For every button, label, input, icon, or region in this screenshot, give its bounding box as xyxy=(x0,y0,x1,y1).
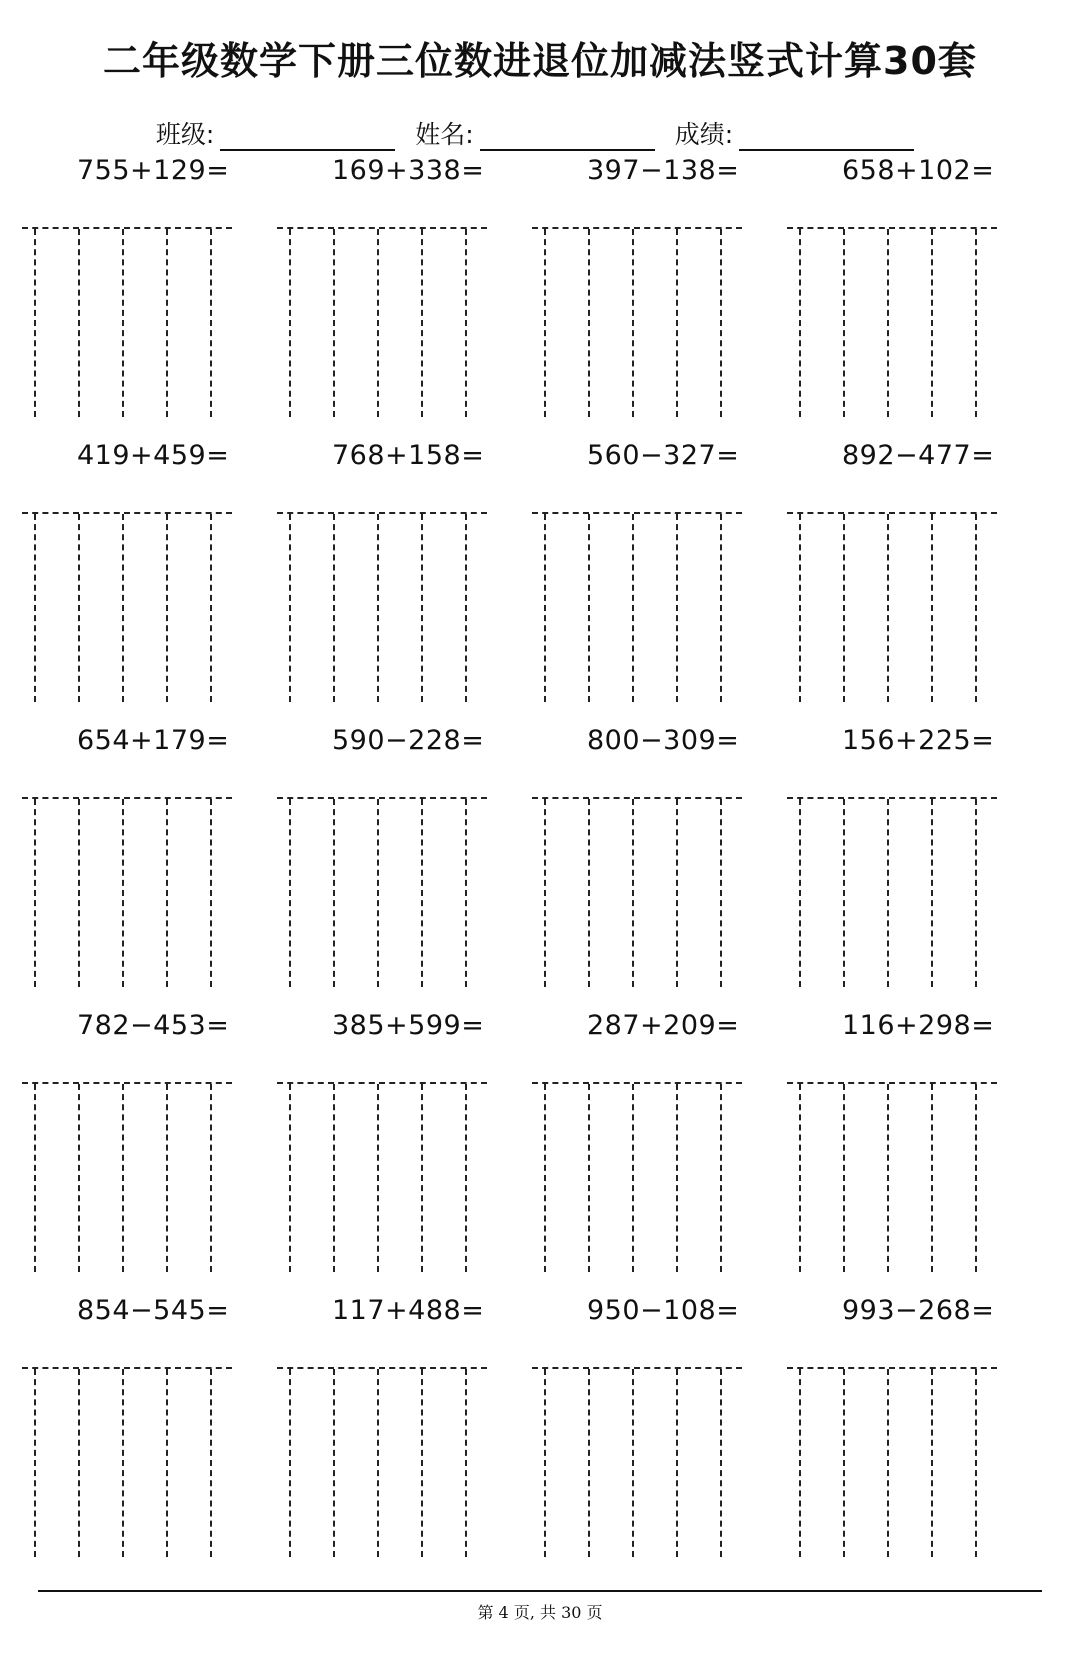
answer-grid[interactable] xyxy=(787,227,997,417)
grid-column-line xyxy=(632,514,634,702)
problem-text: 950−108= xyxy=(587,1295,740,1326)
grid-column-line xyxy=(465,229,467,417)
grid-column-line xyxy=(333,1369,335,1557)
name-blank[interactable] xyxy=(480,125,655,151)
grid-column-line xyxy=(122,1369,124,1557)
grid-column-line xyxy=(843,1369,845,1557)
problem-text: 287+209= xyxy=(587,1010,740,1041)
grid-column-line xyxy=(122,229,124,417)
grid-column-line xyxy=(289,1369,291,1557)
grid-column-line xyxy=(210,1369,212,1557)
grid-column-line xyxy=(166,514,168,702)
grid-column-line xyxy=(588,229,590,417)
grid-column-line xyxy=(588,799,590,987)
grid-column-line xyxy=(465,514,467,702)
answer-grid[interactable] xyxy=(277,1082,487,1272)
answer-grid[interactable] xyxy=(22,1367,232,1557)
grid-column-line xyxy=(887,229,889,417)
problem-text: 397−138= xyxy=(587,155,740,186)
grid-column-line xyxy=(210,1084,212,1272)
grid-top-line xyxy=(22,797,232,799)
grid-column-line xyxy=(843,799,845,987)
grid-column-line xyxy=(632,1369,634,1557)
grid-column-line xyxy=(210,229,212,417)
grid-column-line xyxy=(799,1369,801,1557)
page-footer: 第 4 页, 共 30 页 xyxy=(477,1603,603,1622)
answer-grid[interactable] xyxy=(532,512,742,702)
score-blank[interactable] xyxy=(739,125,914,151)
grid-column-line xyxy=(632,1084,634,1272)
answer-grid[interactable] xyxy=(532,227,742,417)
grid-column-line xyxy=(122,514,124,702)
grid-column-line xyxy=(799,229,801,417)
score-label: 成绩: xyxy=(674,120,734,149)
grid-column-line xyxy=(887,799,889,987)
grid-column-line xyxy=(34,1369,36,1557)
grid-column-line xyxy=(210,799,212,987)
grid-column-line xyxy=(122,799,124,987)
grid-column-line xyxy=(34,514,36,702)
grid-column-line xyxy=(210,514,212,702)
grid-column-line xyxy=(632,799,634,987)
grid-column-line xyxy=(166,229,168,417)
grid-column-line xyxy=(377,229,379,417)
grid-column-line xyxy=(975,1084,977,1272)
grid-top-line xyxy=(22,1367,232,1369)
grid-column-line xyxy=(676,229,678,417)
answer-grid[interactable] xyxy=(532,1082,742,1272)
grid-column-line xyxy=(377,1369,379,1557)
problem-text: 755+129= xyxy=(77,155,230,186)
grid-column-line xyxy=(421,229,423,417)
grid-column-line xyxy=(465,799,467,987)
name-field xyxy=(415,115,654,151)
footer-divider xyxy=(38,1590,1042,1592)
problem-text: 654+179= xyxy=(77,725,230,756)
problem-text: 419+459= xyxy=(77,440,230,471)
answer-grid[interactable] xyxy=(277,1367,487,1557)
grid-column-line xyxy=(544,1369,546,1557)
problem-text: 385+599= xyxy=(332,1010,485,1041)
grid-top-line xyxy=(277,512,487,514)
problem-text: 169+338= xyxy=(332,155,485,186)
grid-column-line xyxy=(333,514,335,702)
problem-text: 768+158= xyxy=(332,440,485,471)
answer-grid[interactable] xyxy=(787,1367,997,1557)
grid-column-line xyxy=(720,514,722,702)
grid-top-line xyxy=(787,512,997,514)
grid-column-line xyxy=(377,1084,379,1272)
grid-column-line xyxy=(166,1084,168,1272)
name-label: 姓名: xyxy=(415,120,474,149)
grid-top-line xyxy=(277,797,487,799)
grid-column-line xyxy=(122,1084,124,1272)
grid-column-line xyxy=(421,799,423,987)
grid-column-line xyxy=(333,799,335,987)
grid-column-line xyxy=(166,799,168,987)
grid-column-line xyxy=(799,514,801,702)
grid-top-line xyxy=(277,1082,487,1084)
problem-text: 658+102= xyxy=(842,155,995,186)
grid-top-line xyxy=(532,227,742,229)
grid-column-line xyxy=(34,799,36,987)
grid-top-line xyxy=(22,512,232,514)
problem-text: 892−477= xyxy=(842,440,995,471)
grid-top-line xyxy=(532,797,742,799)
grid-column-line xyxy=(544,799,546,987)
grid-column-line xyxy=(676,514,678,702)
answer-grid[interactable] xyxy=(22,1082,232,1272)
grid-column-line xyxy=(421,514,423,702)
grid-column-line xyxy=(333,1084,335,1272)
grid-column-line xyxy=(166,1369,168,1557)
class-blank[interactable] xyxy=(220,125,395,151)
grid-column-line xyxy=(975,229,977,417)
problem-text: 117+488= xyxy=(332,1295,485,1326)
grid-top-line xyxy=(22,1082,232,1084)
score-field xyxy=(675,115,914,151)
grid-column-line xyxy=(544,229,546,417)
problem-text: 560−327= xyxy=(587,440,740,471)
grid-column-line xyxy=(676,799,678,987)
class-label: 班级: xyxy=(155,120,215,149)
problem-text: 590−228= xyxy=(332,725,485,756)
grid-column-line xyxy=(676,1369,678,1557)
grid-column-line xyxy=(377,514,379,702)
grid-column-line xyxy=(975,514,977,702)
problem-text: 116+298= xyxy=(842,1010,995,1041)
grid-column-line xyxy=(421,1369,423,1557)
grid-column-line xyxy=(465,1369,467,1557)
grid-column-line xyxy=(931,514,933,702)
grid-column-line xyxy=(720,799,722,987)
grid-column-line xyxy=(632,229,634,417)
grid-top-line xyxy=(22,227,232,229)
grid-column-line xyxy=(931,1369,933,1557)
grid-column-line xyxy=(931,229,933,417)
grid-column-line xyxy=(465,1084,467,1272)
grid-column-line xyxy=(676,1084,678,1272)
answer-grid[interactable] xyxy=(787,1082,997,1272)
grid-column-line xyxy=(78,799,80,987)
problem-text: 782−453= xyxy=(77,1010,230,1041)
grid-column-line xyxy=(34,229,36,417)
grid-column-line xyxy=(843,514,845,702)
grid-column-line xyxy=(887,514,889,702)
grid-column-line xyxy=(843,229,845,417)
answer-grid[interactable] xyxy=(787,512,997,702)
grid-column-line xyxy=(78,1084,80,1272)
class-field xyxy=(156,115,395,151)
grid-top-line xyxy=(787,227,997,229)
problem-text: 156+225= xyxy=(842,725,995,756)
grid-column-line xyxy=(843,1084,845,1272)
grid-top-line xyxy=(277,227,487,229)
answer-grid[interactable] xyxy=(22,512,232,702)
page-title: 二年级数学下册三位数进退位加减法竖式计算30套 xyxy=(103,39,977,83)
grid-column-line xyxy=(799,799,801,987)
grid-column-line xyxy=(544,514,546,702)
grid-column-line xyxy=(720,1084,722,1272)
grid-top-line xyxy=(277,1367,487,1369)
grid-column-line xyxy=(333,229,335,417)
answer-grid[interactable] xyxy=(22,227,232,417)
grid-column-line xyxy=(720,229,722,417)
grid-column-line xyxy=(377,799,379,987)
answer-grid[interactable] xyxy=(277,797,487,987)
grid-column-line xyxy=(975,1369,977,1557)
grid-column-line xyxy=(289,799,291,987)
student-info-row xyxy=(0,115,1080,151)
answer-grid[interactable] xyxy=(277,227,487,417)
problem-text: 993−268= xyxy=(842,1295,995,1326)
grid-column-line xyxy=(78,229,80,417)
grid-column-line xyxy=(78,514,80,702)
problem-text: 854−545= xyxy=(77,1295,230,1326)
grid-column-line xyxy=(931,1084,933,1272)
grid-top-line xyxy=(787,797,997,799)
answer-grid[interactable] xyxy=(277,512,487,702)
answer-grid[interactable] xyxy=(787,797,997,987)
grid-column-line xyxy=(588,514,590,702)
grid-top-line xyxy=(787,1367,997,1369)
grid-column-line xyxy=(588,1369,590,1557)
grid-column-line xyxy=(588,1084,590,1272)
grid-top-line xyxy=(532,1082,742,1084)
grid-column-line xyxy=(289,229,291,417)
grid-top-line xyxy=(532,512,742,514)
grid-column-line xyxy=(78,1369,80,1557)
grid-column-line xyxy=(34,1084,36,1272)
grid-column-line xyxy=(720,1369,722,1557)
grid-top-line xyxy=(787,1082,997,1084)
answer-grid[interactable] xyxy=(532,1367,742,1557)
grid-column-line xyxy=(975,799,977,987)
grid-column-line xyxy=(887,1369,889,1557)
grid-column-line xyxy=(289,514,291,702)
grid-column-line xyxy=(544,1084,546,1272)
grid-column-line xyxy=(421,1084,423,1272)
grid-column-line xyxy=(887,1084,889,1272)
grid-column-line xyxy=(289,1084,291,1272)
grid-column-line xyxy=(799,1084,801,1272)
answer-grid[interactable] xyxy=(532,797,742,987)
answer-grid[interactable] xyxy=(22,797,232,987)
grid-column-line xyxy=(931,799,933,987)
problem-text: 800−309= xyxy=(587,725,740,756)
grid-top-line xyxy=(532,1367,742,1369)
